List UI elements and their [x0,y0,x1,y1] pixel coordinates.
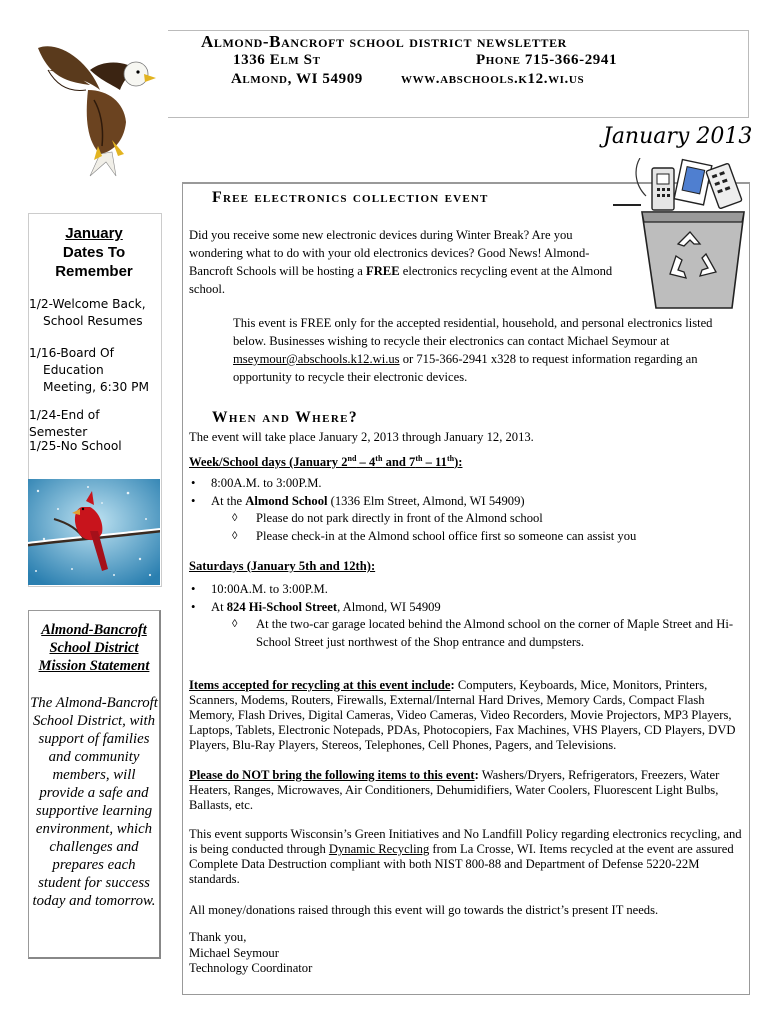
list-item: ◊ Please check-in at the Almond school office first so someone can assist you [231,527,741,545]
newsletter-title: Almond-Bancroft school district newsletter [201,32,567,51]
list-item [189,598,739,616]
intro-text-end: electronics recycling event at the Almond school. [189,264,613,296]
date-item-rest: School Resumes [43,314,143,328]
when-where-heading: When and Where? [212,409,359,426]
date-item [29,407,159,441]
free-note-paragraph [233,314,748,386]
signoff-line: Michael Seymour [189,945,279,960]
list-item-text: At the [211,494,246,508]
list-item-text: (1336 Elm Street, Almond, WI 54909) [327,494,525,508]
intro-free: FREE [366,264,400,278]
intro-text: Did you receive some new electronic devices during Winter Break? Are you wondering what to do with your old electronics devices? Good News! Almond-Bancroft Schools will be hosting a [189,228,590,278]
saturday-notes [231,615,741,651]
phone-number: Phone 715-366-2941 [476,52,618,68]
date-item-first: 1/16-Board Of [29,346,114,360]
weekday-label-sup: th [375,454,383,463]
weekday-label-sup: nd [347,454,357,463]
saturday-list [189,580,739,616]
weekday-label-part: ): [454,455,463,470]
signoff-line: Thank you, [189,930,247,944]
list-item [189,492,739,510]
weekday-label-part: – 4 [356,455,376,470]
accepted-items-label: Items accepted for recycling at this event include [189,678,451,692]
list-item-bold: 824 Hi-School Street [226,600,338,614]
event-dates: The event will take place January 2, 2013 through January 12, 2013. [189,430,534,444]
weekday-notes [231,509,741,545]
dates-heading-line: Remember [55,263,133,280]
contact-email-link[interactable]: mseymour@abschools.k12.wi.us [233,352,400,366]
excluded-items-paragraph: Please do NOT bring the following items to this event: Washers/Dryers, Refrigerators, Freezers, Water Heaters, Ranges, Microwaves, Air Conditioners, Dehumidifiers, Water Coolers, Fluorescent Light Bulbs, Ballasts, etc. [189,768,720,812]
green-text: This event supports Wisconsin’s Green Initiatives and No Landfill Policy regarding electronics recycling, and is being conducted through [189,827,742,856]
list-item-bold: Almond School [245,494,328,508]
dates-heading-line: Dates To [62,244,126,261]
green-text-end: from La Crosse, WI. Items recycled at the event are assured Complete Data Destruction compliant with both NIST 800-88 and Department of Defense 5220-22M standards. [189,842,734,886]
recycle-bin-illustration [632,158,754,326]
mission-body: The Almond-Bancroft School District, with support of families and community members, will provide a safe and supportive learning environment, which challenges and prepares each student for success today and tomorrow. [30,695,158,909]
signoff [189,930,489,977]
date-item-first: 1/24-End of Semester [29,408,100,439]
date-item [29,296,159,330]
weekday-label-sup: th [415,454,423,463]
date-item-first: 1/2-Welcome Back, [29,297,146,311]
weekday-label-part: – 11 [422,455,447,470]
donations-paragraph: All money/donations raised through this event will go towards the district’s present IT needs. [189,903,659,917]
accepted-items-paragraph: Items accepted for recycling at this event include: Computers, Keyboards, Mice, Monitors, Printers, Scanners, Modems, Routers, Firewalls, External/Internal Hard Drives, Memory Cards, Compact Flash Memory, Flash Drives, Digital Cameras, Video Cameras, Video Recorders, Movie Projectors, MP3 Players, Laptops, Tablets, Electronic Notepads, PDAs, Photocopiers, Fax Machines, VHS Players, CD Players, DVD Players, Blu-Ray Players, Stereos, Telephones, Cell Phones, Pagers, and Televisions. [189,678,736,752]
weekday-label [189,450,462,471]
date-item [29,345,159,396]
date-item-first: 1/25-No School [29,439,122,453]
date-item [29,438,159,455]
green-initiative-paragraph [189,827,745,887]
eagle-illustration [28,30,158,180]
date-item-rest: Education Meeting, 6:30 PM [43,363,149,394]
weekday-label-part: and 7 [382,455,416,470]
website-link[interactable]: www.abschools.k12.wi.us [401,71,585,87]
excluded-items-text: Washers/Dryers, Refrigerators, Freezers, Water Heaters, Ranges, Microwaves, Air Conditioners, Dehumidifiers, Water Coolers, Fluorescent Light Bulbs, Ballasts, etc. [189,768,720,812]
list-item: ◊ At the two-car garage located behind the Almond school on the corner of Maple Street and Hi-School Street just northwest of the Shop entrance and dumpsters. [231,615,741,651]
weekday-label-part: Week/School days (January 2 [189,455,348,470]
list-item: ◊ Please do not park directly in front of the Almond school [231,509,741,527]
signoff-line: Technology Coordinator [189,961,313,975]
issue-date: January 2013 [603,124,753,149]
list-item: • 8:00A.M. to 3:00P.M. [189,474,739,492]
address-city: Almond, WI 54909 [231,71,363,87]
list-item: • 10:00A.M. to 3:00P.M. [189,580,739,598]
list-item-text: , Almond, WI 54909 [337,600,441,614]
mission-title: Almond-Bancroft School District Mission Statement [38,622,150,674]
saturday-label: Saturdays (January 5th and 12th): [189,559,376,573]
intro-paragraph [189,226,619,298]
free-note-text-end: or 715-366-2941 x328 to request information regarding an opportunity to recycle their electronic devices. [233,352,698,384]
free-note-text: This event is FREE only for the accepted residential, household, and personal electronics listed below. Businesses wishing to recycle their electronics can contact Michael Seymour at [233,316,713,348]
weekday-label-sup: th [446,454,455,463]
accepted-items-text: Computers, Keyboards, Mice, Monitors, Printers, Scanners, Modems, Routers, Firewalls, External/Internal Hard Drives, Memory Cards, Compact Flash Memory, Flash Drives, Digital Cameras, Video Cameras, Video Recorders, Movie Projectors, MP3 Players, Laptops, Tablets, Electronic Notepads, PDAs, Photocopiers, Fax Machines, VHS Players, CD Players, DVD Players, Blu-Ray Players, Stereos, Telephones, Cell Phones, Pagers, and Televisions. [189,678,736,752]
cardinal-illustration [28,479,160,585]
dates-heading-line: January [65,225,123,242]
list-item-text: At [211,600,227,614]
article-title: Free electronics collection event [212,189,489,206]
dates-heading [36,224,152,281]
address-street: 1336 Elm St [233,52,321,68]
dynamic-recycling-link[interactable]: Dynamic Recycling [328,842,430,856]
excluded-items-label: Please do NOT bring the following items to this event [189,768,475,782]
weekday-list [189,474,739,510]
